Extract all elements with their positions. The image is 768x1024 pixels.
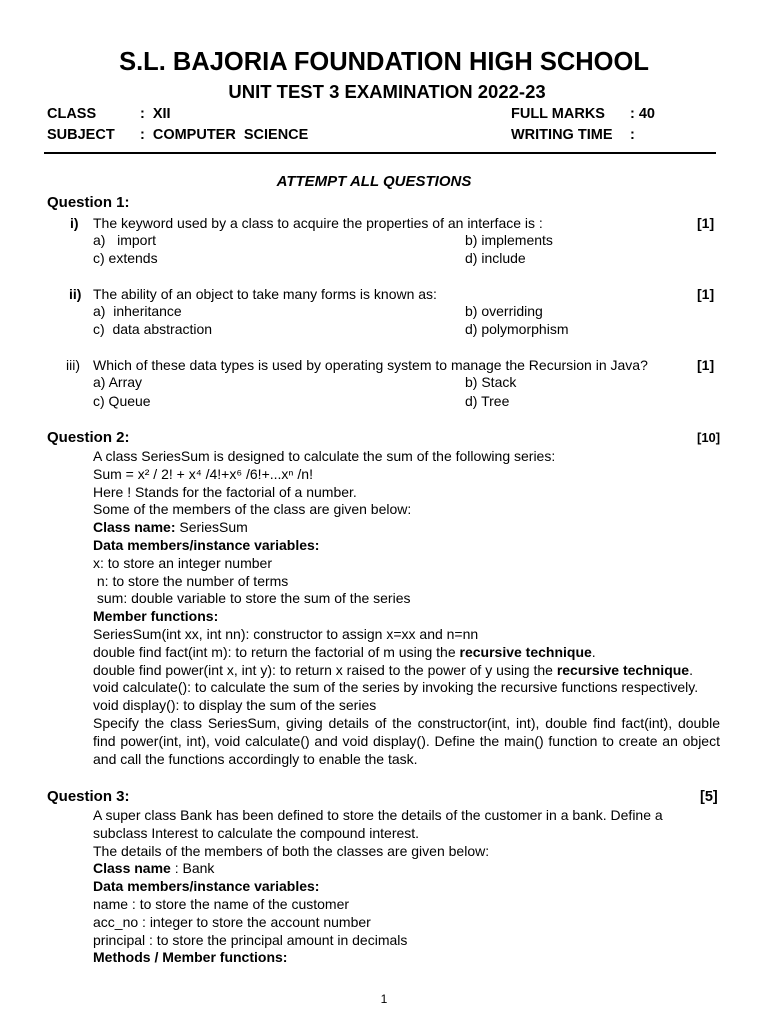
option-c: c) extends [93,250,158,266]
question-2-marks: [10] [697,430,721,445]
option-d: d) Tree [465,393,510,409]
body-line: subclass Interest to calculate the compound interest. [93,824,420,841]
body-text: double find power(int x, int y): to return x raised to the power of y using the [93,661,557,678]
body-line: x: to store an integer number [93,554,272,571]
body-line: Specify the class SeriesSum, giving details of the constructor(int, int), double find fact(int), double [93,714,720,731]
body-line: find power(int, int), void calculate() and void display(). Define the main() function to create an object [93,732,720,749]
body-line: SeriesSum(int xx, int nn): constructor to assign x=xx and n=nn [93,625,479,642]
question-3-heading: Question 3: [47,788,130,805]
question-3-marks: [5] [700,789,718,805]
subject-label: SUBJECT [47,127,115,143]
option-a: a) import [93,232,157,248]
series-formula: Sum = x² / 2! + x⁴ /4!+x⁶ /6!+...xⁿ /n! [93,465,313,482]
school-name: S.L. BAJORIA FOUNDATION HIGH SCHOOL [119,48,649,76]
body-line: A super class Bank has been defined to store the details of the customer in a bank. Define a [93,807,663,823]
option-c: c) data abstraction [93,321,213,337]
member-functions-heading: Member functions: [93,608,219,625]
body-line: n: to store the number of terms [93,572,289,589]
body-text: . [591,643,596,660]
body-line: acc_no : integer to store the account number [93,913,371,930]
question-1-iii-numeral: iii) [66,357,80,373]
body-line [93,644,753,662]
body-line: void calculate(): to calculate the sum of the series by invoking the recursive functions respectively. [93,679,699,696]
emphasis-text: recursive technique [556,661,690,678]
body-line: and call the functions accordingly to enable the task. [93,750,418,767]
body-line [93,662,753,680]
member-functions-heading: Methods / Member functions: [93,949,288,966]
option-a: a) Array [93,374,143,390]
full-marks-value: : 40 [630,106,655,122]
option-b: b) Stack [465,374,517,390]
body-line: A class SeriesSum is designed to calculate the sum of the following series: [93,448,556,464]
option-d: d) polymorphism [465,321,569,337]
question-1-iii-text: Which of these data types is used by operating system to manage the Recursion in Java? [93,357,648,373]
class-name-value: : Bank [170,860,215,877]
question-1-iii-marks: [1] [697,357,715,373]
full-marks-label: FULL MARKS [511,106,605,122]
question-2-heading: Question 2: [47,429,130,446]
writing-time-value: : [630,127,635,143]
question-1-ii-marks: [1] [697,286,715,302]
option-b: b) implements [465,232,553,248]
question-1-i-numeral: i) [70,215,79,231]
body-line: The details of the members of both the classes are given below: [93,842,490,859]
class-name-label: Class name: [93,519,176,536]
class-value: : XII [140,106,171,122]
option-d: d) include [465,250,526,266]
emphasis-text: recursive technique [459,643,592,660]
question-1-i-marks: [1] [697,215,715,231]
class-name-value: SeriesSum [175,519,248,536]
data-members-heading: Data members/instance variables: [93,878,320,895]
body-line: sum: double variable to store the sum of the series [93,590,411,607]
option-a: a) inheritance [93,303,182,319]
body-line: Some of the members of the class are given below: [93,501,412,518]
body-text: double find fact(int m): to return the factorial of m using the [93,643,460,660]
class-name-line [93,519,753,537]
body-line: Here ! Stands for the factorial of a number. [93,483,357,500]
exam-title: UNIT TEST 3 EXAMINATION 2022-23 [228,81,546,102]
option-c: c) Queue [93,393,151,409]
class-name-label: Class name [93,860,171,877]
body-line: principal : to store the principal amount in decimals [93,931,408,948]
instruction: ATTEMPT ALL QUESTIONS [276,173,472,190]
subject-value: : COMPUTER SCIENCE [140,127,309,143]
question-1-ii-numeral: ii) [69,286,82,302]
writing-time-label: WRITING TIME [511,127,613,143]
class-name-line [93,860,753,878]
data-members-heading: Data members/instance variables: [93,536,320,553]
body-line: name : to store the name of the customer [93,895,350,912]
class-label: CLASS [47,106,97,122]
question-1-heading: Question 1: [47,194,130,211]
body-text: . [689,661,693,678]
body-line: void display(): to display the sum of the series [93,697,377,714]
question-2-body [93,448,753,768]
option-b: b) overriding [465,303,543,319]
page-number: 1 [380,992,388,1006]
question-1-i-text: The keyword used by a class to acquire the properties of an interface is : [93,215,543,231]
question-1-ii-text: The ability of an object to take many forms is known as: [93,286,437,302]
question-3-body [93,807,753,967]
header-divider [44,152,716,154]
